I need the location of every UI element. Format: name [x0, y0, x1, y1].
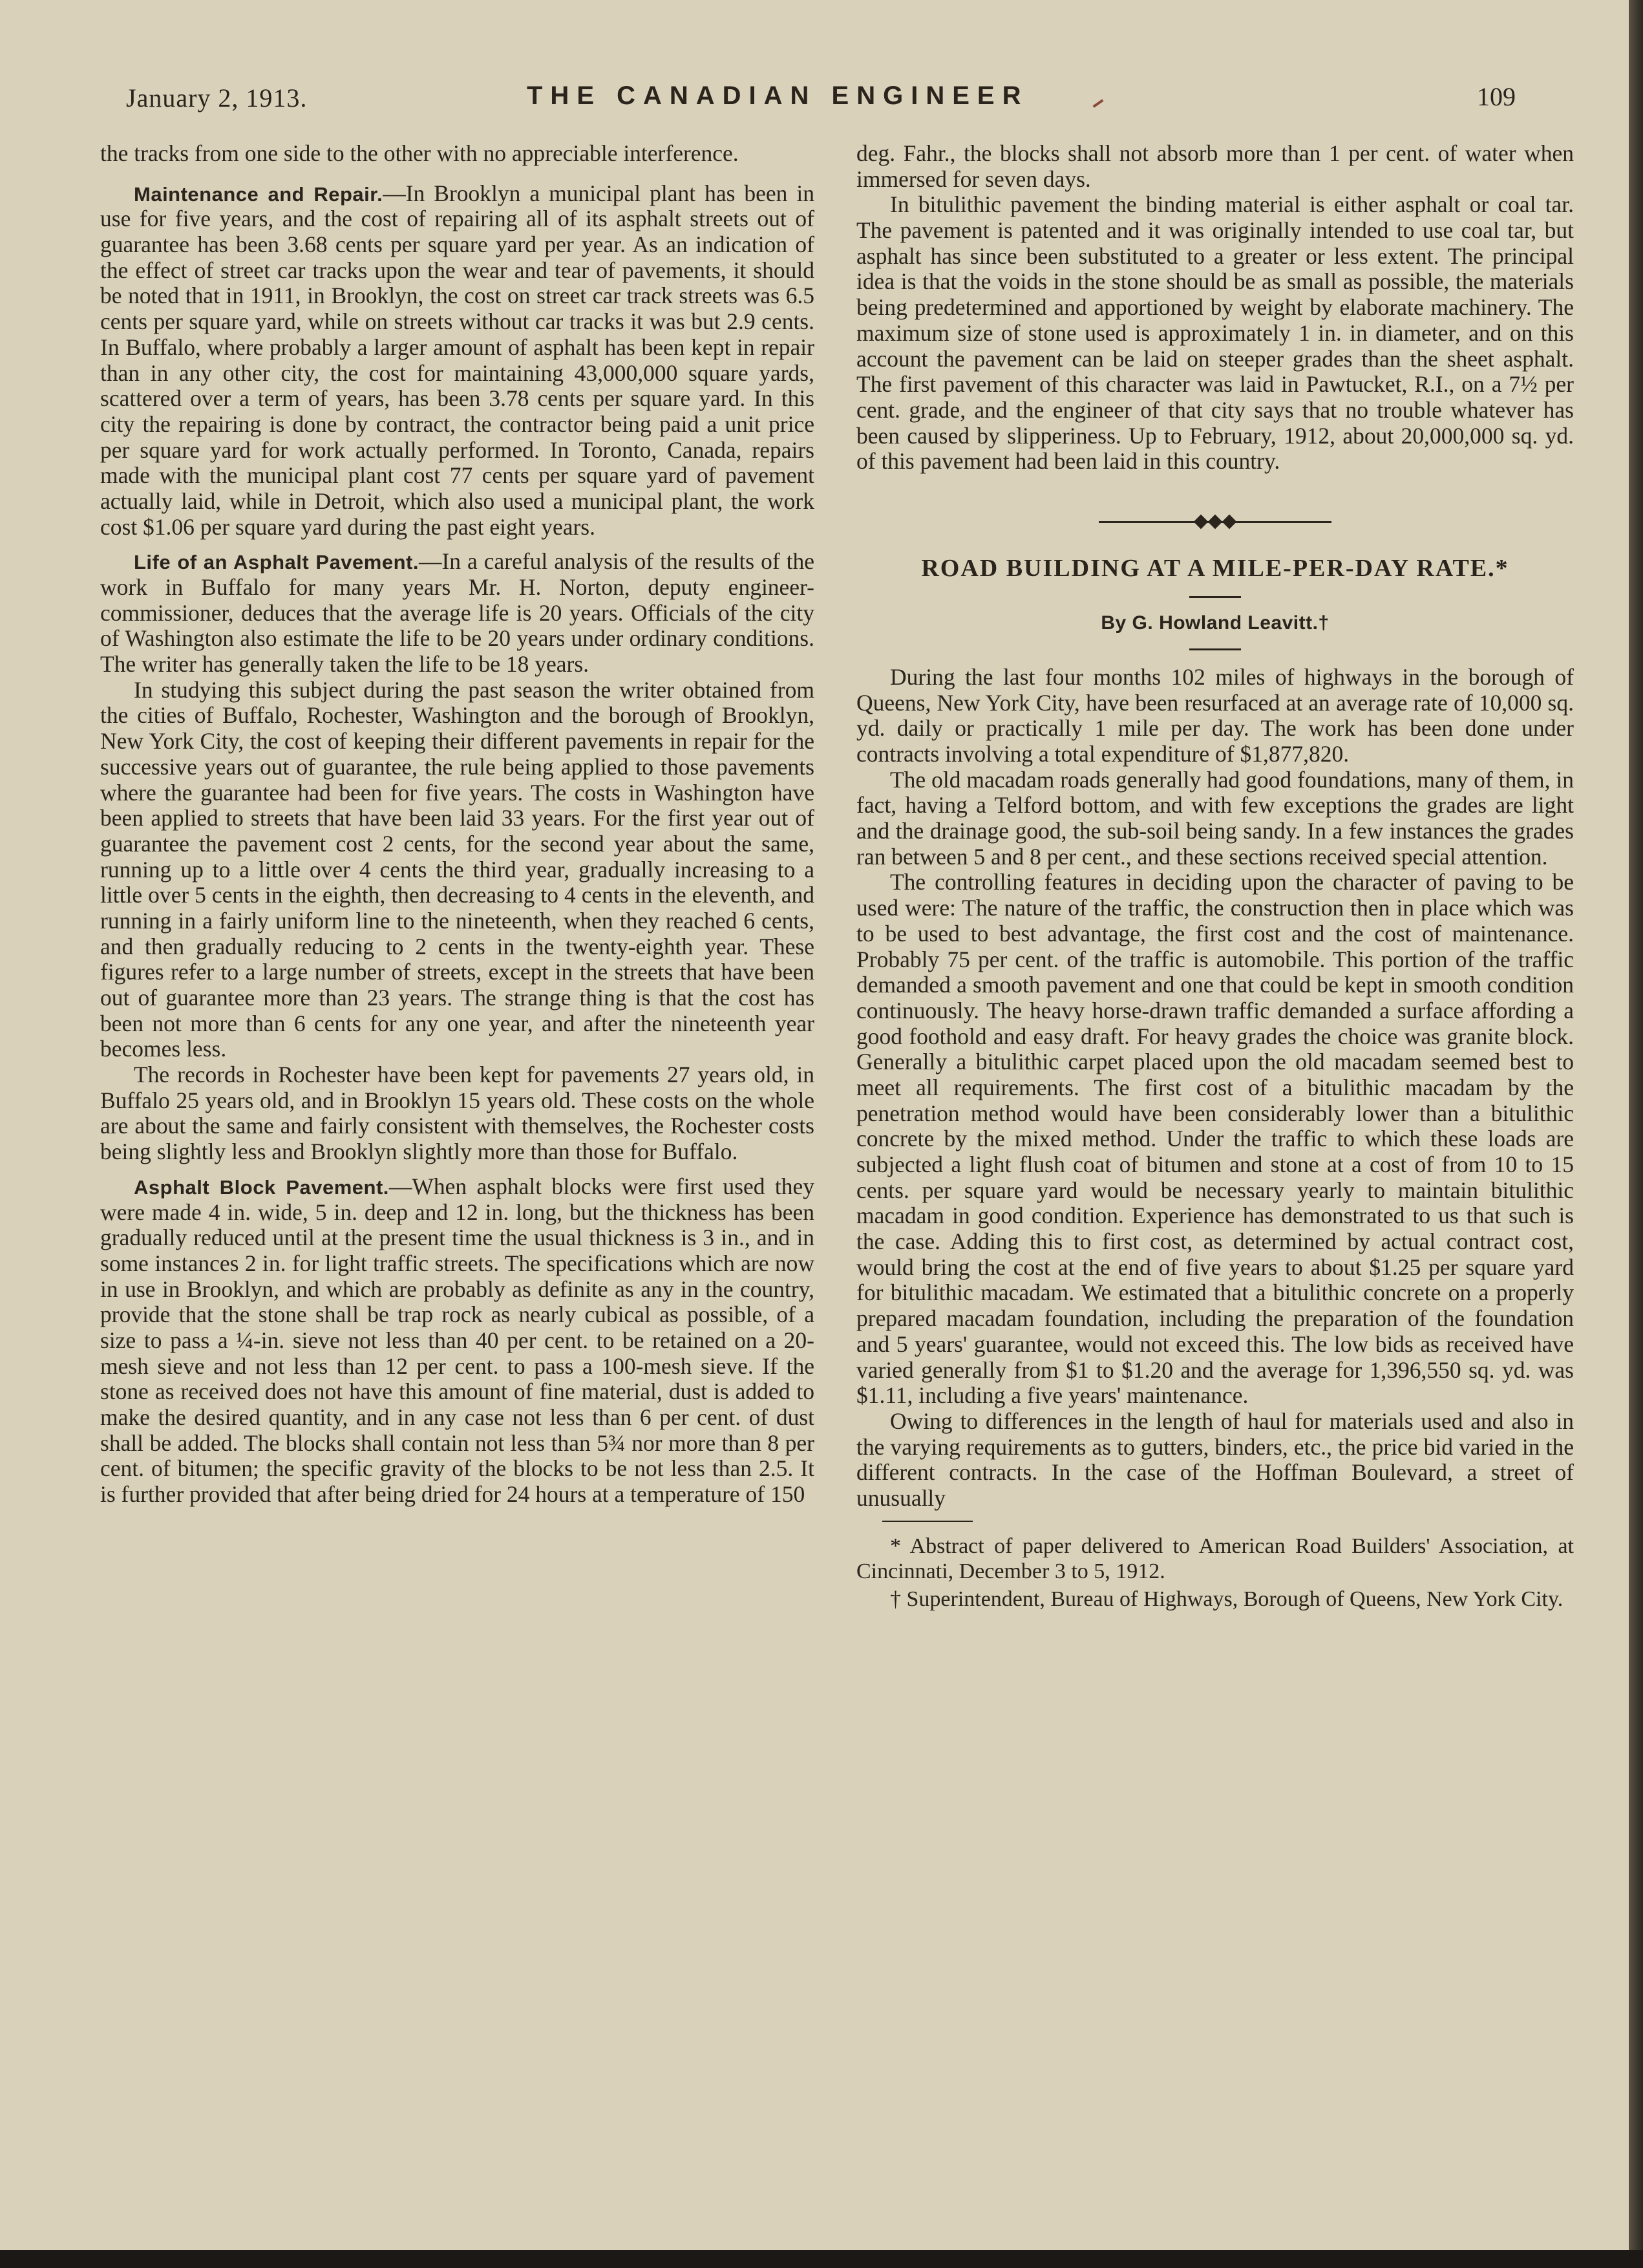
divider-diamond	[1194, 515, 1209, 530]
paragraph-text: —When asphalt blocks were first used they were made 4 in. wide, 5 in. deep and 12 in. long, but the thickness has been gradually reduced until at the present time the usual thickness is 3 in., and in some instances 2 in. for light traffic streets. The specifications which are now in use in Brooklyn, and which are probably as definite as any in the country, provide that the stone shall be trap rock as nearly cubical as possible, of a size to pass a ¼-in. sieve not less than 40 per cent. to be retained on a 20-mesh sieve and not less than 12 per cent. to pass a 100-mesh sieve. If the stone as received does not have this amount of fine material, dust is added to make the desired quantity, and in any case not less than 6 per cent. of dust shall be added. The blocks shall contain not less than 5¾ nor more than 8 per cent. of bitumen; the specific gravity of the blocks to be not less than 2.5. It is further provided that after being dried for 24 hours at a temperature of 150	[100, 1173, 814, 1508]
paragraph-maintenance	[100, 181, 814, 540]
left-column	[100, 141, 814, 1508]
issue-date: January 2, 1913.	[126, 83, 308, 112]
paragraph: The controlling features in deciding upon the character of paving to be used were: The nature of the traffic, the construction then in place which was to be used to best advantage, the first cost and the cost of maintenance. Probably 75 per cent. of the traffic is automobile. This portion of the traffic demanded a smooth pavement and one that could be kept in smooth condition continuously. The heavy horse-drawn traffic demanded a surface affording a good foothold and easy draft. For heavy grades the choice was granite block. Generally a bitulithic carpet placed upon the old macadam seemed best to meet all requirements. The first cost of a bitulithic macadam by the penetration method would have been considerably lower than a bitulithic concrete by the mixed method. Under the traffic to which these loads are subjected a light flush coat of bitumen and stone at a cost of from 10 to 15 cents. per square yard would be necessary yearly to maintain bitulithic macadam in good condition. Experience has demonstrated to us that such is the case. Adding this to first cost, as determined by actual contract cost, would bring the cost at the end of five years to about $1.25 per square yard for bitulithic macadam. We estimated that a bitulithic concrete on a properly prepared macadam foundation, including the preparation of the foundation and 5 years' guarantee, would not exceed this. The low bids as received have varied generally from $1 to $1.20 and the average for 1,396,550 sq. yd. was $1.11, including a five years' maintenance.	[856, 869, 1574, 1409]
paragraph: deg. Fahr., the blocks shall not absorb more than 1 per cent. of water when immersed for seven days.	[856, 140, 1574, 192]
article-title: ROAD BUILDING AT A MILE-PER-DAY RATE.*	[921, 554, 1509, 582]
paragraph: During the last four months 102 miles of highways in the borough of Queens, New York City, have been resurfaced at an average rate of 10,000 sq. yd. daily or practically 1 mile per day. The work has been done under contracts involving a total expenditure of $1,877,820.	[856, 663, 1574, 767]
running-header	[126, 76, 1516, 122]
title-rule	[1189, 596, 1241, 598]
paragraph-life	[100, 549, 814, 677]
journal-title: THE CANADIAN ENGINEER	[527, 81, 1029, 110]
paragraph: In studying this subject during the past season the writer obtained from the cities of Buffalo, Rochester, Washington and the borough of Brooklyn, New York City, the cost of keeping their different pavements in repair for the successive years out of guarantee, the rule being applied to those pavements where the guarantee had been for five years. The costs in Washington have been applied to streets that have been laid 33 years. For the first year out of guarantee the pavement cost 2 cents, for the second year about the same, running up to a little over 4 cents the third year, gradually increasing to a little over 5 cents in the eighth, then decreasing to 4 cents in the eleventh, and running in a fairly uniform line to the nineteenth, when they reached 6 cents, and then gradually reducing to 2 cents in the twenty-eighth year. These figures refer to a large number of streets, except in the streets that have been out of guarantee more than 23 years. The strange thing is that the cost has been not more than 6 cents for any one year, and after the nineteenth year becomes less.	[100, 676, 814, 1062]
paragraph-text: —In a careful analysis of the results of the work in Buffalo for many years Mr. H. Norton, deputy engineer-commissioner, deduces that the average life is 20 years. Officials of the city of Washington also estimate the life to be 20 years under ordinary conditions. The writer has generally taken the life to be 18 years.	[100, 548, 814, 678]
page-number: 109	[1477, 82, 1516, 111]
paragraph: Owing to differences in the length of haul for materials used and also in the varying requirements as to gutters, binders, etc., the price bid varied in the different contracts. In the case of the Hoffman Boulevard, a street of unusually	[856, 1407, 1574, 1511]
paragraph-block	[100, 1174, 814, 1508]
paragraph: In bitulithic pavement the binding material is either asphalt or coal tar. The pavement is patented and it was originally intended to use coal tar, but asphalt has since been substituted to a greater or less extent. The principal idea is that the voids in the stone should be as small as possible, the materials being predetermined and apportioned by weight by elaborate machinery. The maximum size of stone used is approximately 1 in. in diameter, and on this account the pavement can be laid on steeper grades than the sheet asphalt. The first pavement of this character was laid in Pawtucket, R.I., on a 7½ per cent. grade, and the engineer of that city says that no trouble whatever has been caused by slipperiness. Up to February, 1912, about 20,000,000 sq. yd. of this pavement had been laid in this country.	[856, 191, 1574, 475]
footnote: † Superintendent, Bureau of Highways, Borough of Queens, New York City.	[890, 1587, 1564, 1611]
ornamental-divider	[1099, 512, 1331, 531]
paragraph: The old macadam roads generally had good foundations, many of them, in fact, having a Telford bottom, and with few exceptions the grades are light and the drainage good, the sub-soil being sandy. In a few instances the grades ran between 5 and 8 per cent., and these sections received special attention.	[856, 766, 1574, 870]
subheading-maintenance: Maintenance and Repair.	[134, 182, 383, 206]
footnote-rule	[882, 1521, 973, 1522]
paragraph: the tracks from one side to the other with no appreciable interference.	[100, 140, 739, 166]
byline: By G. Howland Leavitt.†	[1101, 612, 1330, 634]
footnote: * Abstract of paper delivered to American Road Builders' Association, at Cincinnati, December 3 to 5, 1912.	[856, 1534, 1574, 1583]
divider-diamond	[1208, 515, 1223, 530]
byline-rule	[1189, 648, 1241, 650]
page-edge-shadow	[1629, 0, 1643, 2268]
paragraph-text: —In Brooklyn a municipal plant has been in use for five years, and the cost of repairing all of its asphalt streets out of guarantee has been 3.68 cents per square yard per year. As an indication of the effect of street car tracks upon the wear and tear of pavements, it should be noted that in 1911, in Brooklyn, the cost on street car track streets was 6.5 cents per square yard, while on streets without car tracks it was but 2.9 cents. In Buffalo, where probably a larger amount of asphalt has been kept in repair than in any other city, the cost for maintaining 43,000,000 square yards, scattered over a term of years, has been 3.78 cents per square yard. In this city the repairing is done by contract, the contractor being paid a unit price per square yard for work actually performed. In Toronto, Canada, repairs made with the municipal plant cost 77 cents per square yard of pavement actually laid, while in Detroit, which also used a municipal plant, the work cost $1.06 per square yard during the past eight years.	[100, 180, 814, 540]
footnotes	[856, 1534, 1574, 1612]
scan-border	[0, 2250, 1643, 2268]
right-column	[856, 141, 1574, 1614]
subheading-life: Life of an Asphalt Pavement.	[134, 551, 419, 574]
subheading-block: Asphalt Block Pavement.	[134, 1175, 389, 1199]
divider-diamond	[1222, 515, 1237, 530]
paragraph: The records in Rochester have been kept for pavements 27 years old, in Buffalo 25 years old, and in Brooklyn 15 years old. These costs on the whole are about the same and fairly consistent with themselves, the Rochester costs being slightly less and Brooklyn slightly more than those for Buffalo.	[100, 1062, 814, 1165]
